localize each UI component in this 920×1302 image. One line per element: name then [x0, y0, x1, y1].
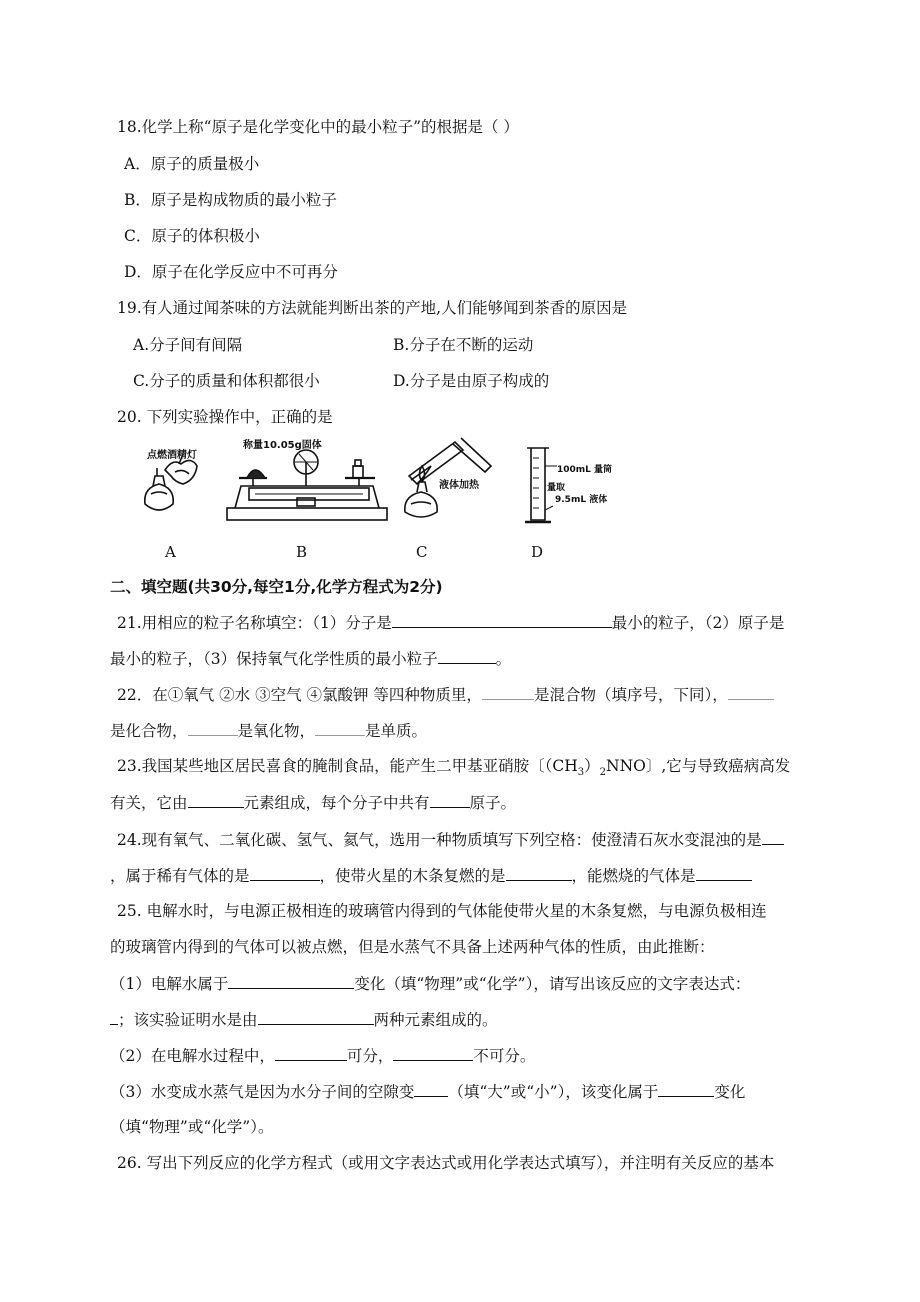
- q23-close-paren: ）: [584, 757, 600, 775]
- q23-sub-3: 3: [577, 767, 585, 779]
- q22-text-5: 是单质。: [365, 722, 428, 740]
- fig-d-caption-cylinder: 100mL 量筒: [557, 465, 613, 475]
- q22-line-2: [110, 720, 427, 741]
- q25-text-6: 可分，: [346, 1047, 394, 1065]
- fig-label-c: C: [416, 543, 428, 561]
- heating-liquid-illustration: [405, 438, 491, 517]
- q22-text-3: 是化合物，: [110, 722, 188, 740]
- q25-line-1: 25. 电解水时，与电源正极相连的玻璃管内得到的气体能使带火星的木条复燃，与电源负极相连: [117, 902, 767, 920]
- q25-text-3: ；该实验证明水是由: [118, 1011, 258, 1029]
- q21-text-4: 。: [495, 650, 512, 668]
- q22-line-1: [117, 684, 774, 705]
- q21-blank-2[interactable]: [438, 648, 496, 664]
- q24-text-2: ，属于稀有气体的是: [110, 867, 250, 885]
- q22-blank-3[interactable]: [188, 720, 238, 736]
- fig-d-caption-measure: 量取: [546, 483, 565, 493]
- fig-label-b: B: [296, 543, 308, 561]
- q24-blank-3[interactable]: [506, 865, 572, 881]
- q25-blank-4[interactable]: [275, 1045, 347, 1061]
- q18-option-d: D．原子在化学反应中不可再分: [124, 263, 338, 281]
- q24-text-4: ，能燃烧的气体是: [571, 867, 696, 885]
- q25-text-10: 变化: [714, 1083, 746, 1101]
- q25-text-9: （填“大”或“小”），该变化属于: [448, 1083, 659, 1101]
- lab-operations-figure: [135, 432, 613, 528]
- q25-line-7: （填“物理”或“化学”）。: [110, 1118, 274, 1136]
- fig-label-d: D: [531, 543, 544, 561]
- q22-text-1: 22．在①氧气 ②水 ③空气 ④氯酸钾 等四种物质里，: [117, 686, 482, 704]
- fig-b-caption: 称量10.05g固体: [243, 440, 322, 451]
- q25-line-4: [110, 1009, 498, 1030]
- q21-blank-1[interactable]: [392, 612, 612, 628]
- fig-c-caption: 液体加热: [439, 480, 479, 491]
- q26-line-1: 26. 写出下列反应的化学方程式（或用文字表达式或用化学表达式填写），并注明有关反应的基本: [117, 1154, 775, 1172]
- q23-text-2: NNO〕,它与导致癌病高发: [606, 757, 791, 775]
- q25-blank-1[interactable]: [228, 973, 354, 989]
- q19-option-c: C.分子的质量和体积都很小: [133, 372, 320, 390]
- q18-option-b: B．原子是构成物质的最小粒子: [124, 191, 337, 209]
- q23-blank-2[interactable]: [430, 792, 470, 808]
- q22-text-4: 是氧化物，: [237, 722, 316, 740]
- q25-blank-6[interactable]: [414, 1081, 448, 1097]
- q23-text-4: 元素组成，每个分子中共有: [243, 794, 430, 812]
- q23-blank-1[interactable]: [188, 792, 244, 808]
- q25-blank-2[interactable]: [110, 1009, 118, 1025]
- q23-text-1: 23.我国某些地区居民喜食的腌制食品，能产生二甲基亚硝胺〔（CH: [117, 757, 578, 775]
- q18-stem: 18.化学上称“原子是化学变化中的最小粒子”的根据是（ ）: [117, 118, 519, 136]
- q25-text-5: （2）在电解水过程中，: [110, 1047, 275, 1065]
- q25-line-6: [110, 1081, 745, 1102]
- q19-stem: 19.有人通过闻茶味的方法就能判断出茶的产地,人们能够闻到茶香的原因是: [117, 299, 628, 317]
- q25-blank-5[interactable]: [393, 1045, 473, 1061]
- q18-option-a: A．原子的质量极小: [124, 155, 260, 173]
- q19-option-a: A.分子间有间隔: [133, 336, 243, 354]
- q24-blank-2[interactable]: [250, 865, 320, 881]
- q24-blank-1[interactable]: [762, 829, 784, 845]
- q25-line-5: [110, 1045, 535, 1066]
- alcohol-lamp-lighting-illustration: [145, 454, 197, 510]
- q25-text-8: （3）水变成水蒸气是因为水分子间的空隙变: [110, 1083, 415, 1101]
- q22-text-2: 是混合物（填序号，下同），: [533, 686, 728, 704]
- q19-option-b: B.分子在不断的运动: [393, 336, 534, 354]
- q25-line-3: [110, 973, 750, 994]
- fig-a-caption: 点燃酒精灯: [147, 450, 197, 461]
- fig-label-a: A: [165, 543, 176, 561]
- q25-text-4: 两种元素组成的。: [373, 1011, 498, 1029]
- q22-blank-4[interactable]: [315, 720, 365, 736]
- q25-text-1: （1）电解水属于: [110, 975, 229, 993]
- q25-text-7: 不可分。: [473, 1047, 536, 1065]
- q19-option-d: D.分子是由原子构成的: [393, 372, 550, 390]
- q24-text-3: ，使带火星的木条复燃的是: [319, 867, 506, 885]
- q21-line-2: [110, 648, 511, 669]
- q25-blank-3[interactable]: [258, 1009, 374, 1025]
- q23-line-1: [117, 756, 790, 783]
- fig-d-caption-volume: 9.5mL 液体: [555, 495, 608, 505]
- q21-text-2: 最小的粒子，（2）原子是: [611, 614, 785, 632]
- balance-illustration: [227, 450, 387, 520]
- q24-line-2: [110, 865, 752, 886]
- q21-text-1: 21.用相应的粒子名称填空：（1）分子是: [117, 614, 392, 632]
- q22-blank-2[interactable]: [728, 684, 774, 700]
- q23-text-5: 原子。: [469, 794, 517, 812]
- q23-sub-2: 2: [599, 767, 607, 779]
- q25-blank-7[interactable]: [658, 1081, 714, 1097]
- q23-text-3: 有关，它由: [110, 794, 188, 812]
- q21-text-3: 最小的粒子，（3）保持氧气化学性质的最小粒子: [110, 650, 438, 668]
- section-2-title: 二、填空题(共30分,每空1分,化学方程式为2分): [110, 578, 443, 596]
- q24-text-1: 24.现有氧气、二氧化碳、氢气、氦气，选用一种物质填写下列空格：使澄清石灰水变混浊的是: [117, 831, 762, 849]
- q25-line-2: 的玻璃管内得到的气体可以被点燃，但是水蒸气不具备上述两种气体的性质，由此推断：: [110, 938, 715, 956]
- q18-option-c: C．原子的体积极小: [124, 227, 260, 245]
- q22-blank-1[interactable]: [482, 684, 534, 700]
- q24-line-1: [117, 829, 784, 850]
- q21-line-1: [117, 612, 784, 633]
- q24-blank-4[interactable]: [696, 865, 752, 881]
- q25-text-2: 变化（填“物理”或“化学”），请写出该反应的文字表达式：: [354, 975, 751, 993]
- q20-stem: 20. 下列实验操作中，正确的是: [117, 408, 333, 426]
- q23-line-2: [110, 792, 516, 813]
